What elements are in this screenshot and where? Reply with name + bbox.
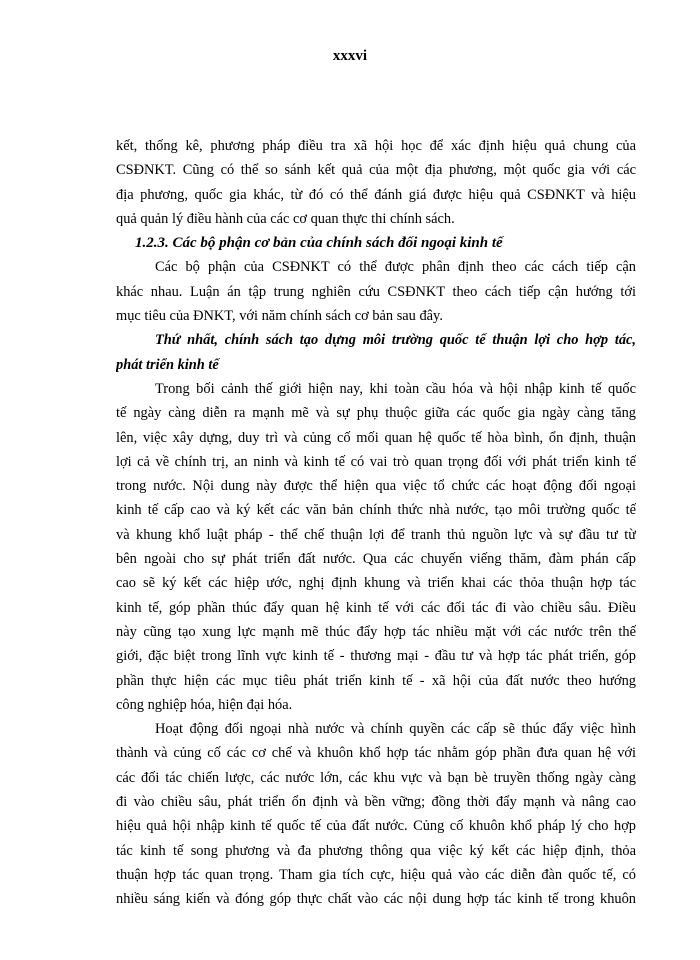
text-line: Hoạt động đối ngoại nhà nước và chính quyền các cấp sẽ thúc đẩy việc hình bbox=[155, 721, 636, 738]
text-line: địa phương, quốc gia khác, từ đó có thể đánh giá được hiệu quả CSĐNKT và hiệu bbox=[116, 186, 636, 203]
text-line: CSĐNKT. Cũng có thể so sánh kết quả của một địa phương, một quốc gia với các bbox=[116, 162, 636, 179]
subheading-line: phát triển kinh tế bbox=[116, 356, 219, 373]
text-line: lợi cả về chính trị, an ninh và kinh tế có vai trò quan trọng đối với phát triển kinh tế bbox=[116, 453, 636, 470]
text-line: kinh tế cấp cao và ký kết các văn bản chính thức nhà nước, tạo môi trường quốc tế bbox=[116, 502, 636, 519]
text-line: Trong bối cảnh thế giới hiện nay, khi toàn cầu hóa và hội nhập kinh tế quốc bbox=[155, 380, 636, 397]
text-line: nhiều sáng kiến và đóng góp thực chất vào các nội dung hợp tác kinh tế trong khuôn bbox=[116, 891, 636, 908]
text-line: hiệu quả hội nhập kinh tế quốc tế của đất nước. Củng cố khuôn khổ pháp lý cho hợp bbox=[116, 818, 636, 835]
text-line: mục tiêu của ĐNKT, với năm chính sách cơ bản sau đây. bbox=[116, 308, 443, 325]
text-line: này cũng tạo xung lực mạnh mẽ thúc đẩy hợp tác nhiều mặt với các nước trên thế bbox=[116, 623, 636, 640]
text-line: đi vào chiều sâu, phát triển ổn định và bền vững; đồng thời đẩy mạnh và nâng cao bbox=[116, 794, 636, 811]
text-line: khác nhau. Luận án tập trung nghiên cứu CSĐNKT theo cách tiếp cận hướng tới bbox=[116, 283, 636, 300]
text-line: bên ngoài cho sự phát triển đất nước. Qua các chuyến viếng thăm, đàm phán cấp bbox=[116, 551, 636, 568]
subheading bbox=[116, 328, 636, 377]
text-line: trong nước. Nội dung này được thể hiện qua việc tổ chức các hoạt động đối ngoại bbox=[116, 478, 636, 495]
text-line: tác kinh tế song phương và đa phương thông qua việc ký kết các hiệp định, thỏa bbox=[116, 842, 636, 859]
text-line: công nghiệp hóa, hiện đại hóa. bbox=[116, 696, 293, 713]
text-line: các đối tác chiến lược, các nước lớn, các khu vực và bạn bè truyền thống ngày càng bbox=[116, 769, 636, 786]
paragraph-1 bbox=[116, 134, 636, 231]
paragraph-4 bbox=[116, 717, 636, 911]
text-line: và khung khổ luật pháp - thể chế thuận lợi để tranh thủ nguồn lực và sự đầu tư từ bbox=[116, 526, 636, 543]
text-line: giới, đặc biệt trong lĩnh vực kinh tế - thương mại - đầu tư và hợp tác phát triển, góp bbox=[116, 648, 636, 665]
subheading-line: Thứ nhất, chính sách tạo dựng môi trường quốc tế thuận lợi cho hợp tác, bbox=[155, 332, 636, 349]
text-line: thuận hợp tác quan trọng. Tham gia tích cực, hiệu quả vào các diễn đàn quốc tế, có bbox=[116, 866, 636, 883]
text-line: kinh tế, góp phần thúc đẩy quan hệ kinh tế với các đối tác đi vào chiều sâu. Điều bbox=[116, 599, 636, 616]
text-line: lên, việc xây dựng, duy trì và củng cố mối quan hệ quốc tế hòa bình, ổn định, thuận bbox=[116, 429, 636, 446]
text-line: Các bộ phận của CSĐNKT có thể được phân định theo các cách tiếp cận bbox=[155, 259, 636, 276]
text-line: phần thực hiện các mục tiêu phát triển kinh tế - xã hội của đất nước theo hướng bbox=[116, 672, 636, 689]
paragraph-2 bbox=[116, 255, 636, 328]
text-line: tế ngày càng diễn ra mạnh mẽ và sự phụ thuộc giữa các quốc gia ngày càng tăng bbox=[116, 405, 636, 422]
page-number: xxxvi bbox=[332, 48, 368, 64]
paragraph-3 bbox=[116, 377, 636, 717]
text-line: quả quản lý điều hành của các cơ quan thực thi chính sách. bbox=[116, 210, 455, 227]
section-heading: 1.2.3. Các bộ phận cơ bản của chính sách đối ngoại kinh tế bbox=[135, 235, 503, 252]
text-line: kết, thống kê, phương pháp điều tra xã hội học để xác định hiệu quả chung của bbox=[116, 138, 636, 154]
text-line: cao sẽ ký kết các hiệp ước, nghị định khung và triển khai các thỏa thuận hợp tác bbox=[116, 575, 636, 592]
document-body bbox=[116, 134, 636, 912]
text-line: thành và củng cố các cơ chế và khuôn khổ hợp tác nhằm góp phần đưa quan hệ với bbox=[116, 745, 636, 762]
